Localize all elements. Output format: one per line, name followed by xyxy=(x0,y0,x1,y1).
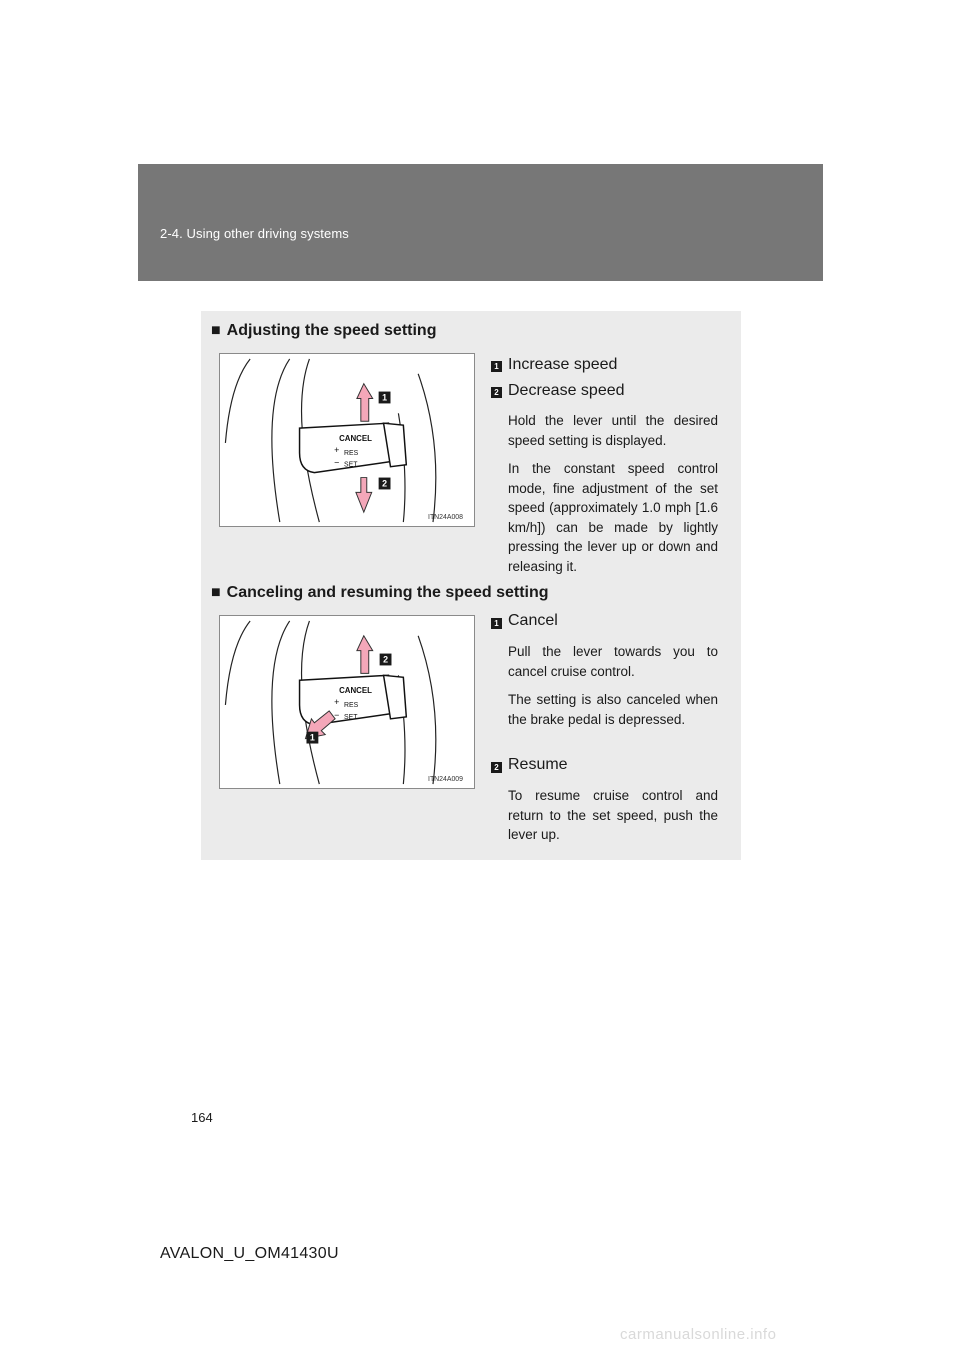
lever-res-label: RES xyxy=(344,701,359,709)
heading-marker: ■ xyxy=(211,584,221,601)
callout-1: 1 xyxy=(309,732,315,743)
lever-res-label: RES xyxy=(344,449,359,457)
callout-1: 1 xyxy=(382,392,388,403)
cancel-heading: ■ Canceling and resuming the speed setting xyxy=(211,584,549,601)
figure-code: ITN24A009 xyxy=(428,776,463,784)
adjust-figure xyxy=(219,353,475,527)
adjust-paragraph: In the constant speed control mode, fine adjustment of the set speed (approximately 1.0 mph [1.6 km/h]) can be made by lightly pressing the lever up or down and releasing it. xyxy=(508,461,718,574)
lever-illustration-cancel xyxy=(220,616,474,788)
heading-marker: ■ xyxy=(211,322,221,339)
lever-illustration-adjust xyxy=(220,354,474,526)
cancel-figure xyxy=(219,615,475,789)
lever-plus-label: + xyxy=(334,444,340,455)
page-number: 164 xyxy=(191,1110,213,1125)
lever-set-label: SET xyxy=(344,461,358,469)
arrow-up-icon xyxy=(357,384,373,422)
lever-cancel-label: CANCEL xyxy=(339,686,372,696)
lever-minus-label: − xyxy=(334,709,340,720)
item-number-badge: 2 xyxy=(491,387,502,398)
arrow-up-icon xyxy=(357,636,373,674)
section-title: 2-4. Using other driving systems xyxy=(160,226,349,241)
lever-cancel-label: CANCEL xyxy=(339,433,372,443)
figure-code: ITN24A008 xyxy=(428,514,463,522)
cancel-paragraph: Pull the lever towards you to cancel cruise control. xyxy=(508,644,718,679)
lever-minus-label: − xyxy=(334,457,340,468)
callout-2: 2 xyxy=(383,654,389,665)
item-number-badge: 1 xyxy=(491,618,502,629)
item-number-badge: 1 xyxy=(491,361,502,372)
arrow-down-icon xyxy=(356,478,372,513)
adjust-paragraph: Hold the lever until the desired speed setting is displayed. xyxy=(508,413,718,448)
item-number-badge: 2 xyxy=(491,762,502,773)
decrease-speed-label: Decrease speed xyxy=(508,382,625,399)
cancel-label: Cancel xyxy=(508,612,558,629)
resume-paragraph: To resume cruise control and return to the set speed, push the lever up. xyxy=(508,788,718,842)
lever-plus-label: + xyxy=(334,696,340,707)
increase-speed-label: Increase speed xyxy=(508,356,618,373)
resume-label: Resume xyxy=(508,756,568,773)
document-code: AVALON_U_OM41430U xyxy=(160,1245,339,1262)
lever-set-label: SET xyxy=(344,713,358,721)
header-band xyxy=(138,164,823,281)
watermark: carmanualsonline.info xyxy=(620,1326,777,1343)
cancel-paragraph: The setting is also canceled when the brake pedal is depressed. xyxy=(508,692,718,727)
callout-2: 2 xyxy=(382,478,388,489)
adjust-heading: ■ Adjusting the speed setting xyxy=(211,322,437,339)
